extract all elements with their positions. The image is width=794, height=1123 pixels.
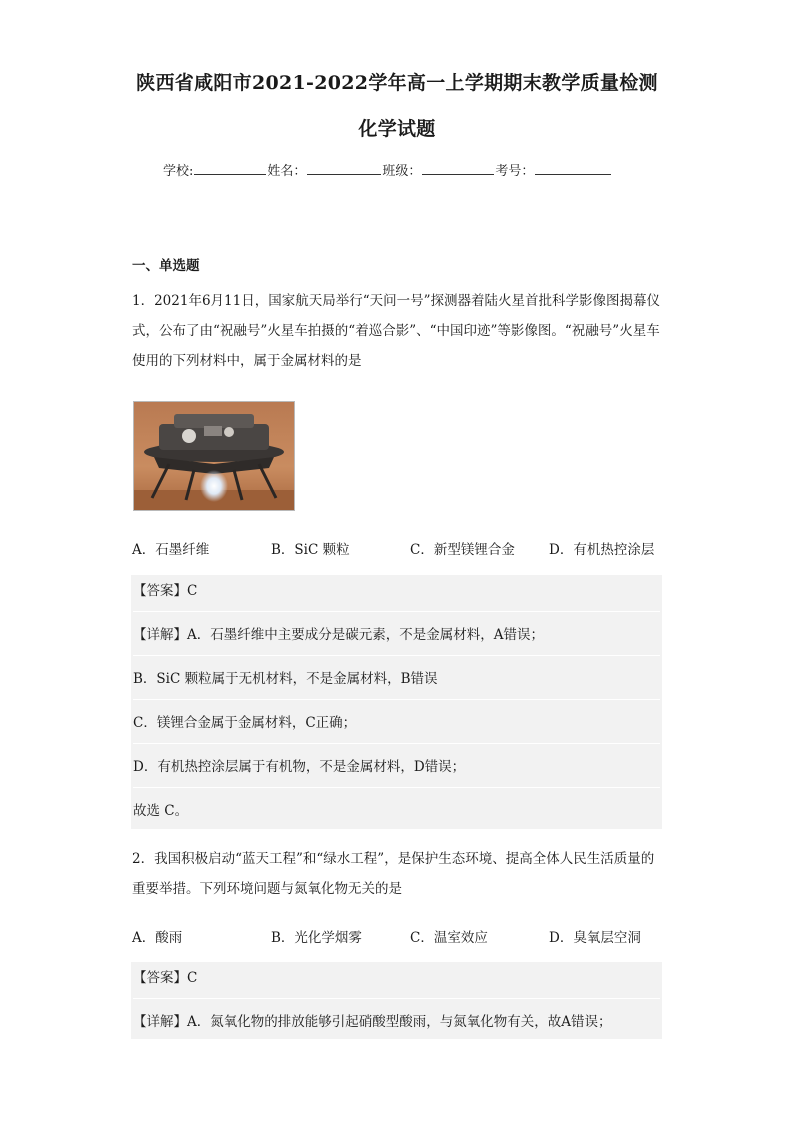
question-2-stem: 2．我国积极启动“蓝天工程”和“绿水工程”，是保护生态环境、提高全体人民生活质量的重要举措。下列环境问题与氮氧化物无关的是 [132, 851, 655, 897]
exam-subject: 化学试题 [358, 118, 436, 140]
q1-explanation-line: B．SiC 颗粒属于无机材料，不是金属材料，B错误 [133, 663, 660, 700]
exam-no-label: 考号： [495, 164, 535, 179]
q2-option-d: D．臭氧层空洞 [549, 930, 641, 946]
question-1-options [132, 538, 672, 562]
school-label: 学校: [163, 164, 194, 179]
q2-explanation-line: 【详解】A．氮氧化物的排放能够引起硝酸型酸雨，与氮氧化物有关，故A错误； [133, 1014, 612, 1030]
q1-option-b: B．SiC 颗粒 [271, 542, 350, 558]
q1-explanation-line: D．有机热控涂层属于有机物，不是金属材料，D错误； [133, 751, 660, 788]
section-title: 一、单选题 [132, 258, 200, 274]
q1-option-a: A．石墨纤维 [132, 542, 210, 558]
q1-explanation-line: C．镁锂合金属于金属材料，C正确； [133, 707, 660, 744]
q2-option-c: C．温室效应 [410, 930, 488, 946]
school-blank [194, 162, 266, 175]
name-blank [307, 162, 381, 175]
question-2-answer-box [131, 962, 662, 1039]
q1-explanation-line: 【详解】A．石墨纤维中主要成分是碳元素，不是金属材料，A错误； [133, 619, 660, 656]
exam-title: 陕西省咸阳市2021-2022学年高一上学期期末教学质量检测 [136, 72, 658, 94]
question-1-answer-box [131, 575, 662, 829]
question-2-options [132, 926, 672, 950]
name-label: 姓名： [267, 164, 307, 179]
q2-answer: 【答案】C [133, 962, 660, 999]
q1-answer: 【答案】C [133, 575, 660, 612]
mars-lander-image [133, 401, 295, 511]
q1-explanation-line: 故选 C。 [133, 803, 189, 819]
question-1-stem: 1．2021年6月11日，国家航天局举行“天问一号”探测器着陆火星首批科学影像图揭幕仪式，公布了由“祝融号”火星车拍摄的“着巡合影”、“中国印迹”等影像图。“祝融号”火星车使用的下列材料中，属于金属材料的是 [132, 293, 661, 369]
q1-option-d: D．有机热控涂层 [549, 542, 655, 558]
exam-no-blank [535, 162, 611, 175]
mars-lander-icon [134, 402, 294, 510]
q2-option-b: B．光化学烟雾 [271, 930, 362, 946]
q2-option-a: A．酸雨 [132, 930, 183, 946]
class-label: 班级： [382, 164, 422, 179]
class-blank [422, 162, 494, 175]
q1-option-c: C．新型镁锂合金 [410, 542, 515, 558]
student-info-line [163, 160, 663, 179]
